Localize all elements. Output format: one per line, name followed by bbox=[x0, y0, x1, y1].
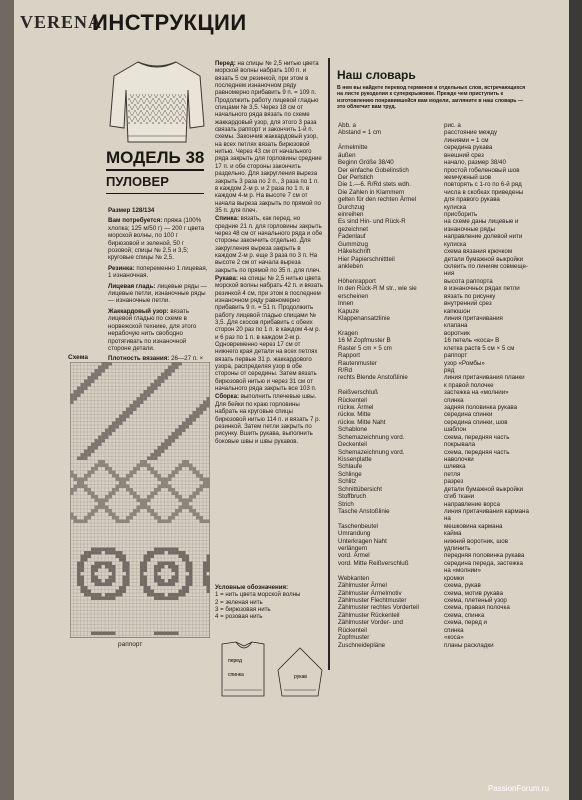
dictionary-entry bbox=[338, 330, 538, 337]
german-term: Höhenrapport bbox=[338, 277, 376, 285]
german-term: In den Rück-R M str., wie sie bbox=[338, 285, 417, 293]
russian-term: передняя половинка рукава bbox=[444, 552, 525, 560]
dictionary-entry bbox=[338, 337, 538, 344]
german-term: Reißverschluß bbox=[338, 389, 378, 397]
german-term: Rückenteil bbox=[338, 396, 367, 404]
german-term: gezeichnet bbox=[338, 225, 368, 233]
german-term: Der einfache Gobelinstich bbox=[338, 166, 409, 174]
russian-term: ния bbox=[444, 270, 455, 278]
paragraph: Сборка: выполнить плечевые швы. Для бейки по краю горловины набрать на круговые спицы бирюзовой нитью 114 п. и вязать 7 р. резинкой. Затем петли закрыть по рисунку. Вшить рукава, выполнить боковые швы и швы рукавов. bbox=[215, 393, 321, 445]
dictionary-intro: В нем вы найдете перевод терминов и отдельных слов, встречающихся на листе рукоделия к суперкрыжовке. Прежде чем приступить к изготовлению понравившейся вам модели, загляните в наш словарь — это облегчит вам труд. bbox=[337, 85, 526, 110]
watermark: PassionForum.ru bbox=[488, 784, 549, 793]
german-term: ankleben bbox=[338, 263, 364, 271]
dictionary-entry bbox=[338, 434, 538, 441]
russian-term: шлевка bbox=[444, 463, 466, 471]
sweater-illustration bbox=[108, 56, 206, 146]
dictionary-entry bbox=[338, 486, 538, 493]
back-label: спинка bbox=[228, 672, 244, 678]
german-term: Klappenansatzlinie bbox=[338, 314, 390, 322]
front-label: перед bbox=[228, 658, 242, 664]
paragraph: Вам потребуется: пряжа (100% хлопка; 125 м/50 г) — 200 г цвета морской волны, по 100 г бирюзовой и зеленой, 50 г розовой; спицы № 2,5 и 3,5; круговые спицы № 2,5. bbox=[108, 217, 205, 262]
german-term: rückw. Mitte bbox=[338, 411, 371, 419]
russian-term: середина спинки, шов bbox=[444, 418, 508, 426]
dictionary-entry bbox=[338, 582, 538, 589]
german-term: Schlinge bbox=[338, 470, 362, 478]
russian-term: шаблон bbox=[444, 426, 467, 434]
dictionary-entry bbox=[338, 426, 538, 433]
russian-term: линия притачивания планки bbox=[444, 374, 525, 382]
german-term: Stoffbruch bbox=[338, 493, 367, 501]
russian-term: в изнаночных рядах петли bbox=[444, 285, 520, 293]
russian-term: схема, рукав bbox=[444, 582, 481, 590]
russian-term: схема вязания крючком bbox=[444, 248, 513, 256]
russian-term: раппорт bbox=[444, 352, 468, 360]
german-term: Die Zahlen in Klammern bbox=[338, 188, 405, 196]
russian-term: детали бумажной выкройки bbox=[444, 485, 524, 493]
german-term: Zählmuster Ärmelmotiv bbox=[338, 589, 402, 597]
russian-term: «коса» bbox=[444, 634, 464, 642]
german-term: verlängern bbox=[338, 545, 368, 553]
german-term: erscheinen bbox=[338, 292, 369, 300]
dictionary-entry bbox=[338, 167, 538, 174]
dictionary-entry bbox=[338, 538, 538, 545]
paragraph: Перед: на спицы № 2,5 нитью цвета морской волны набрать 100 п. и вязать 5 см резинкой, при этом в последнем изнаночном ряду равномерно прибавить 9 п. = 109 п. Продолжить работу лицевой гладью спицами № 3,5. Через 18 см от начального ряда вязать по схеме жаккардовый узор, для этого 3 раза связать раппорт и закончить 1-й п. схемы. Закончив жаккардовый узор, на всех петлях вязать бирюзовой нитью. Через 43 см от начального ряда закрыть для горловины средние 17 п. и обе стороны закончить раздельно. Для закругления выреза закрыть 3 раза по 2 п., 3 раза по 1 п. в каждом 2-м р. и 2 раза по 1 п. в каждом 4-м р. На высоте 7 см от начала выреза закрыть по прямой по 35 п. для плеч. bbox=[215, 60, 322, 214]
dictionary-entry bbox=[338, 122, 538, 129]
divider bbox=[106, 169, 204, 171]
dictionary-entry bbox=[338, 248, 538, 255]
german-term: Taschenbeutel bbox=[338, 522, 378, 530]
german-term: einreihen bbox=[338, 211, 364, 219]
page-title: ИНСТРУКЦИИ bbox=[92, 10, 247, 35]
german-term: vord. Mitte Reißverschluß bbox=[338, 559, 409, 567]
german-term: Zählmuster Vorder- und bbox=[338, 619, 403, 627]
dictionary-entry bbox=[338, 129, 538, 136]
russian-term: числа в скобках приведены bbox=[444, 188, 524, 196]
german-term: Deckenteil bbox=[338, 441, 367, 449]
german-term: Zuschneidepläne bbox=[338, 641, 386, 649]
dictionary-entry bbox=[338, 218, 538, 225]
sleeve-label: рукав bbox=[294, 674, 307, 680]
russian-term: узор «Ромбы» bbox=[444, 359, 485, 367]
russian-term: клетка раств 5 см × 5 см bbox=[444, 344, 515, 352]
russian-term: рис. a bbox=[444, 122, 461, 129]
russian-term: наволочки bbox=[444, 455, 474, 463]
german-term: vord. Ärmel bbox=[338, 552, 370, 560]
chart-grid bbox=[70, 362, 210, 638]
russian-term: к правой полочке bbox=[444, 381, 494, 389]
brand-logo: VERENA bbox=[20, 12, 103, 32]
german-term: Hier Papierschnittteil bbox=[338, 255, 395, 263]
russian-term: кулиска bbox=[444, 203, 467, 211]
dictionary-entry bbox=[338, 627, 538, 634]
russian-term: направление ворса bbox=[444, 500, 500, 508]
dictionary-entry bbox=[338, 411, 538, 418]
dictionary-entry bbox=[338, 515, 538, 522]
german-term: Abb. a bbox=[338, 122, 356, 129]
german-term bbox=[338, 567, 444, 574]
dictionary-entry bbox=[338, 322, 538, 329]
russian-term: изнаночные ряды bbox=[444, 225, 495, 233]
german-term: Kragen bbox=[338, 329, 358, 337]
german-term: Rapport bbox=[338, 352, 361, 360]
paragraph: Спинка: вязать, как перед, но средние 21 п. для горловины закрыть через 48 см от начального ряда и обе стороны закончить отдельно. Для закругления выреза закрыть в каждом 2-м р. еще 3 раза по 3 п. На высоте 2 см от начала выреза закрыть по прямой по 35 п. для плеч. bbox=[215, 215, 323, 274]
russian-term: присборить bbox=[444, 211, 478, 219]
dictionary-entry bbox=[338, 530, 538, 537]
russian-term: высота раппорта bbox=[444, 277, 493, 285]
dictionary-entry bbox=[338, 389, 538, 396]
russian-term: схема, спинка bbox=[444, 611, 485, 619]
german-term: Schnittübersicht bbox=[338, 485, 383, 493]
russian-term: воротник bbox=[444, 329, 470, 337]
russian-term: схема, плетеный узор bbox=[444, 597, 507, 604]
dictionary-entry bbox=[338, 152, 538, 159]
russian-term: схема, передняя часть bbox=[444, 433, 510, 441]
russian-term: детали бумажной выкройки bbox=[444, 255, 524, 263]
legend bbox=[215, 584, 323, 621]
dictionary-entry bbox=[338, 226, 538, 233]
dictionary-entry bbox=[338, 456, 538, 463]
dictionary-entry bbox=[338, 345, 538, 352]
dictionary-entry bbox=[338, 397, 538, 404]
dictionary-entry bbox=[338, 308, 538, 315]
russian-term: внутренний срез bbox=[444, 300, 492, 308]
dictionary-entry bbox=[338, 196, 538, 203]
dictionary-entry bbox=[338, 471, 538, 478]
paragraph: Резинка: попеременно 1 лицевая, 1 изнаночная. bbox=[108, 264, 208, 280]
dictionary-entry bbox=[338, 233, 538, 240]
paragraph: Рукава: на спицы № 2,5 нитью цвета морской волны набрать 42 п. и вязать резинкой 4 см, при этом в последнем изнаночном ряду равномерно прибавить 9 п. = 51 п. Продолжить работу лицевой гладью спицами № 3,5. Для скосов прибавить с обеих сторон 20 раз по 1 п. в каждом 4-м р. и 6 раз по 1 п. в каждом 2-м р. Одновременно через 17 см от нижнего края детали на всех петлях вязать первые 31 р. жаккардового узора, распределяя узор в обе стороны от середины. Затем вязать бирюзовой нитью и через 31 см от начального ряда закрыть все 103 п. bbox=[215, 274, 323, 393]
german-term bbox=[338, 270, 444, 277]
german-term: Zählmuster Ärmel bbox=[338, 582, 387, 590]
dictionary-entry bbox=[338, 478, 538, 485]
russian-term: вязать по рисунку bbox=[444, 292, 496, 300]
dictionary-entry bbox=[338, 159, 538, 166]
german-term: Schemazeichnung vord. bbox=[338, 433, 405, 441]
german-term bbox=[338, 515, 444, 522]
dictionary-entry bbox=[338, 374, 538, 381]
dictionary-entry bbox=[338, 501, 538, 508]
russian-term: кулиска bbox=[444, 240, 467, 248]
dictionary-entry bbox=[338, 604, 538, 611]
russian-term: для правого рукава bbox=[444, 196, 500, 204]
german-term bbox=[338, 382, 444, 389]
german-term: Kissenplatte bbox=[338, 455, 372, 463]
rapport-label: раппорт bbox=[118, 641, 143, 648]
garment-name: ПУЛОВЕР bbox=[106, 174, 169, 189]
dictionary-entry bbox=[338, 300, 538, 307]
german-term: Kapuze bbox=[338, 307, 359, 315]
dictionary-entry bbox=[338, 441, 538, 448]
schema-label: Схема bbox=[68, 354, 89, 361]
dictionary-entry bbox=[338, 263, 538, 270]
german-term: Raster 5 cm × 5 cm bbox=[338, 344, 392, 352]
dictionary-entry bbox=[338, 352, 538, 359]
german-term: Fadenlauf bbox=[338, 233, 366, 241]
russian-term: жемчужный шов bbox=[444, 173, 492, 181]
german-term: gelten für den rechten Ärmel bbox=[338, 196, 417, 204]
russian-term: покрывала bbox=[444, 441, 476, 449]
russian-term: 16 петель «коса» B bbox=[444, 337, 500, 345]
dictionary-entry bbox=[338, 174, 538, 181]
dictionary-entry bbox=[338, 419, 538, 426]
russian-term: застежка на «молнии» bbox=[444, 389, 509, 397]
dictionary-entry bbox=[338, 204, 538, 211]
dictionary-entry bbox=[338, 449, 538, 456]
russian-term: спинка bbox=[444, 396, 464, 404]
materials-column bbox=[108, 207, 208, 373]
dictionary-entry bbox=[338, 508, 538, 515]
dictionary-entry bbox=[338, 523, 538, 530]
russian-term: направление долевой нити bbox=[444, 233, 523, 241]
russian-term: линия притачивания bbox=[444, 314, 503, 322]
dictionary-entry bbox=[338, 315, 538, 322]
russian-term: разрез bbox=[444, 478, 464, 486]
dictionary-entry bbox=[338, 367, 538, 374]
german-term: Die 1.—6. R/Rd stets wdh. bbox=[338, 181, 411, 189]
german-term: Rückenteil bbox=[338, 626, 367, 634]
german-term: Beginn Größe 38/40 bbox=[338, 159, 394, 167]
dictionary-entry bbox=[338, 597, 538, 604]
legend-title: Условные обозначения: bbox=[215, 584, 289, 591]
dictionary-entry bbox=[338, 181, 538, 188]
russian-term: простой гобеленовый шов bbox=[444, 166, 520, 174]
german-term: Abstand = 1 cm bbox=[338, 129, 382, 137]
dictionary-list bbox=[338, 122, 538, 649]
dictionary-entry bbox=[338, 642, 538, 649]
russian-term: схема, правая полочка bbox=[444, 604, 510, 612]
legend-item: 2 = зеленая нить bbox=[215, 598, 263, 606]
german-term: Ärmelmitte bbox=[338, 144, 368, 152]
russian-term: склеить по линиям совмеще- bbox=[444, 263, 528, 271]
russian-term: кромки bbox=[444, 574, 465, 582]
german-term: Strich bbox=[338, 500, 354, 508]
russian-term: петля bbox=[444, 470, 461, 478]
russian-term: линиями = 1 см bbox=[444, 136, 489, 144]
legend-item: 3 = бирюзовая нить bbox=[215, 606, 271, 614]
dictionary-entry bbox=[338, 590, 538, 597]
russian-term: схема, передняя часть bbox=[444, 448, 510, 456]
german-term: Webkanten bbox=[338, 574, 370, 582]
dictionary-entry bbox=[338, 256, 538, 263]
german-term: äußen bbox=[338, 151, 356, 159]
dictionary-entry bbox=[338, 293, 538, 300]
paragraph: Плотность вязания: 26—27 п. × bbox=[108, 355, 204, 363]
dictionary-entry bbox=[338, 137, 538, 144]
dictionary-entry bbox=[338, 552, 538, 559]
russian-term: мешковина кармана bbox=[444, 522, 503, 530]
dictionary-entry bbox=[338, 285, 538, 292]
dictionary-entry bbox=[338, 144, 538, 151]
russian-term: середина рукава bbox=[444, 144, 493, 152]
dictionary-entry bbox=[338, 270, 538, 277]
russian-term: капюшон bbox=[444, 307, 471, 315]
russian-term: на bbox=[444, 515, 451, 523]
column-divider bbox=[328, 58, 330, 670]
russian-term: на «молнии» bbox=[444, 567, 481, 575]
dictionary-entry bbox=[338, 575, 538, 582]
dictionary-entry bbox=[338, 360, 538, 367]
pattern-diagram bbox=[218, 640, 326, 700]
german-term: Zopfmuster bbox=[338, 634, 370, 642]
german-term: Durchzug bbox=[338, 203, 365, 211]
german-term: Der Perlstich bbox=[338, 173, 374, 181]
german-term: Rautenmuster bbox=[338, 359, 377, 367]
russian-term: ряд bbox=[444, 366, 455, 374]
dictionary-entry bbox=[338, 493, 538, 500]
russian-term: планы раскладки bbox=[444, 641, 494, 649]
russian-term: спинка bbox=[444, 626, 464, 634]
german-term: Schlitz bbox=[338, 478, 357, 486]
dictionary-title: Наш словарь bbox=[337, 68, 416, 82]
dictionary-entry bbox=[338, 545, 538, 552]
german-term: Zählmuster Rückenteil bbox=[338, 611, 400, 619]
german-term: Schlaufe bbox=[338, 463, 363, 471]
german-term: Schablone bbox=[338, 426, 368, 434]
dictionary-entry bbox=[338, 560, 538, 567]
knitting-chart bbox=[70, 362, 210, 638]
russian-term: схема, мотив рукава bbox=[444, 589, 503, 597]
paragraph: Размер 128/134 bbox=[108, 207, 155, 214]
legend-item: 4 = розовая нить bbox=[215, 613, 263, 621]
russian-term: задняя половинка рукава bbox=[444, 404, 518, 412]
dictionary-entry bbox=[338, 404, 538, 411]
russian-term: повторять с 1-го по 6-й ряд bbox=[444, 181, 522, 189]
russian-term: середина переда, застежка bbox=[444, 559, 523, 567]
russian-term: расстояние между bbox=[444, 129, 498, 137]
russian-term: внешний срез bbox=[444, 151, 484, 159]
russian-term: кайма bbox=[444, 530, 462, 538]
paragraph: Лицевая гладь: лицевые ряды — лицевые петли, изнаночные ряды — изнаночные петли. bbox=[108, 282, 207, 305]
dictionary-entry bbox=[338, 463, 538, 470]
model-title: МОДЕЛЬ 38 bbox=[106, 148, 205, 167]
dictionary-entry bbox=[338, 189, 538, 196]
paragraph: Жаккардовый узор: вязать лицевой гладью по схеме в норвежской технике, для этого нерабочую нить свободно протягивать по изнаночной стороне детали. bbox=[108, 307, 197, 352]
russian-term: начало, размер 38/40 bbox=[444, 159, 506, 167]
instructions-column bbox=[215, 60, 323, 446]
russian-term: нижний воротник, шов bbox=[444, 537, 509, 545]
russian-term: удлинить bbox=[444, 545, 471, 553]
german-term: Schemazeichnung vord. bbox=[338, 448, 405, 456]
german-term: rückw. Ärmel bbox=[338, 404, 374, 412]
german-term: Gummizug bbox=[338, 240, 368, 248]
german-term bbox=[338, 137, 444, 144]
dictionary-entry bbox=[338, 382, 538, 389]
russian-term: схема, перед и bbox=[444, 619, 488, 627]
divider bbox=[106, 193, 204, 194]
russian-term: линия притачивания кармана bbox=[444, 507, 529, 515]
german-term: Zählmuster Flechtmuster bbox=[338, 597, 407, 604]
legend-item: 1 = нить цвета морской волны bbox=[215, 591, 301, 599]
adjacent-page-edge bbox=[569, 0, 582, 800]
dictionary-entry bbox=[338, 612, 538, 619]
german-term: rechts Blende Anstoßlinie bbox=[338, 374, 408, 382]
dictionary-entry bbox=[338, 634, 538, 641]
german-term: Zählmuster rechtes Vorderteil bbox=[338, 604, 419, 612]
russian-term: клапана bbox=[444, 322, 468, 330]
dictionary-entry bbox=[338, 241, 538, 248]
german-term: 16 M Zopfmuster B bbox=[338, 337, 391, 345]
russian-term: сгиб ткани bbox=[444, 493, 475, 501]
german-term bbox=[338, 322, 444, 329]
german-term: Es sind Hin- und Rück-R bbox=[338, 218, 406, 226]
german-term: Innen bbox=[338, 300, 354, 308]
german-term: Tasche Anstoßlinie bbox=[338, 507, 390, 515]
german-term: rückw. Mitte Naht bbox=[338, 418, 386, 426]
dictionary-entry bbox=[338, 619, 538, 626]
german-term: Umrandung bbox=[338, 530, 371, 538]
german-term: R/Rd bbox=[338, 366, 353, 374]
dictionary-entry bbox=[338, 278, 538, 285]
russian-term: на схеме даны лицевые и bbox=[444, 218, 519, 226]
russian-term: середина спинки bbox=[444, 411, 493, 419]
dictionary-entry bbox=[338, 567, 538, 574]
dictionary-entry bbox=[338, 211, 538, 218]
german-term: Häkelschrift bbox=[338, 248, 371, 256]
german-term: Unterkragen Naht bbox=[338, 537, 387, 545]
